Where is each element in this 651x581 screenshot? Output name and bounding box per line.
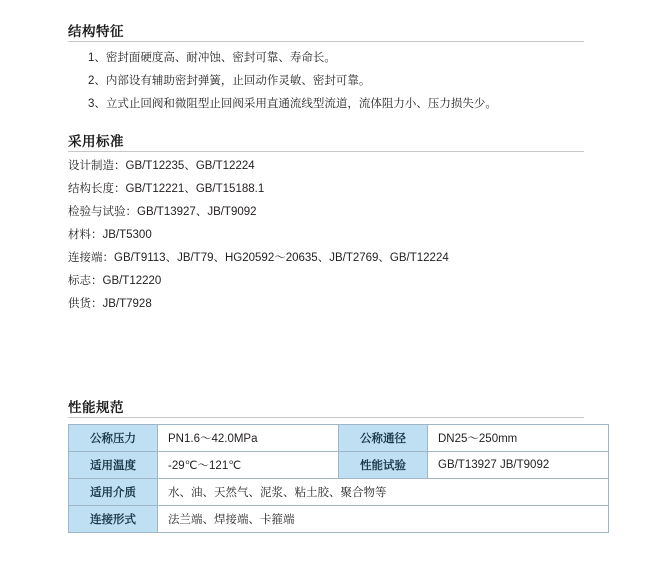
spec-label-nominal-pressure: 公称压力	[69, 425, 158, 452]
structure-item-1: 1、密封面硬度高、耐冲蚀、密封可靠、寿命长。	[88, 52, 336, 64]
structure-section-title: 结构特征	[68, 24, 124, 39]
performance-spec-table	[68, 424, 609, 533]
spec-value-medium: 水、油、天然气、泥浆、粘土胶、聚合物等	[158, 479, 609, 506]
spec-label-performance-test: 性能试验	[339, 452, 428, 479]
structure-heading-divider	[68, 41, 584, 42]
spec-value-nominal-diameter: DN25～250mm	[428, 425, 609, 452]
table-row	[69, 452, 609, 479]
table-row	[69, 425, 609, 452]
standard-item-inspection: 检验与试验：GB/T13927、JB/T9092	[68, 206, 257, 218]
performance-section-title: 性能规范	[68, 400, 124, 415]
spec-label-connection-type: 连接形式	[69, 506, 158, 533]
standards-section-title: 采用标准	[68, 134, 124, 149]
spec-value-temperature: -29℃～121℃	[158, 452, 339, 479]
standard-item-length: 结构长度：GB/T12221、GB/T15188.1	[68, 183, 265, 195]
performance-heading-divider	[68, 417, 584, 418]
structure-item-2: 2、内部设有辅助密封弹簧，止回动作灵敏、密封可靠。	[88, 75, 371, 87]
standard-item-material: 材料：JB/T5300	[68, 229, 152, 241]
standard-item-supply: 供货：JB/T7928	[68, 298, 152, 310]
spec-label-temperature: 适用温度	[69, 452, 158, 479]
standard-item-connection: 连接端：GB/T9113、JB/T79、HG20592～20635、JB/T2769、GB/T12224	[68, 252, 449, 264]
table-row	[69, 479, 609, 506]
spec-value-nominal-pressure: PN1.6～42.0MPa	[158, 425, 339, 452]
standard-item-marking: 标志：GB/T12220	[68, 275, 162, 287]
spec-value-performance-test: GB/T13927 JB/T9092	[428, 452, 609, 479]
table-row	[69, 506, 609, 533]
spec-label-nominal-diameter: 公称通径	[339, 425, 428, 452]
spec-label-medium: 适用介质	[69, 479, 158, 506]
spec-value-connection-type: 法兰端、焊接端、卡箍端	[158, 506, 609, 533]
standard-item-design: 设计制造：GB/T12235、GB/T12224	[68, 160, 255, 172]
standards-heading-divider	[68, 151, 584, 152]
structure-item-3: 3、立式止回阀和微阻型止回阀采用直通流线型流道，流体阻力小、压力损失少。	[88, 98, 497, 110]
